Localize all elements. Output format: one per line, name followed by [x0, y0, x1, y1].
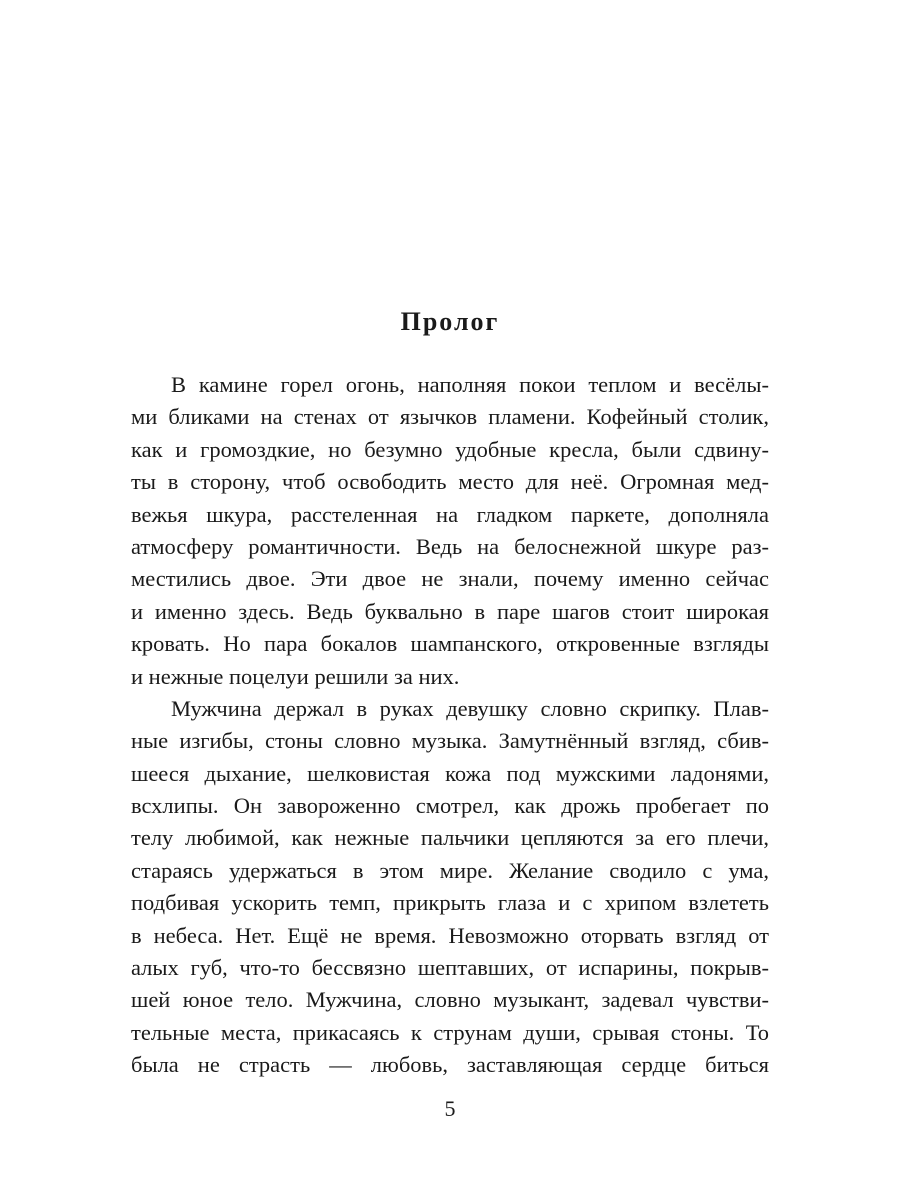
text-line: вежья шкура, расстеленная на гладком паркете, дополняла: [131, 501, 769, 527]
text-line: В камине горел огонь, наполняя покои теплом и весёлы-: [171, 372, 769, 397]
page-number: 5: [444, 1096, 456, 1121]
text-line: шей юное тело. Мужчина, словно музыкант, задевал чувстви-: [131, 987, 769, 1013]
text-line: местились двое. Эти двое не знали, почему именно сейчас: [131, 566, 769, 592]
text-line: в небеса. Нет. Ещё не время. Невозможно оторвать взгляд от: [131, 922, 769, 948]
text-line: стараясь удержаться в этом мире. Желание сводило с ума,: [131, 857, 769, 883]
text-line: и именно здесь. Ведь буквально в паре шагов стоит широкая: [131, 598, 769, 624]
chapter-title: Пролог: [400, 307, 500, 336]
text-line: Мужчина держал в руках девушку словно скрипку. Плав-: [171, 695, 769, 721]
text-line: ми бликами на стенах от язычков пламени. Кофейный столик,: [131, 404, 769, 430]
text-line: алых губ, что-то бессвязно шептавших, от испарины, покрыв-: [131, 955, 769, 981]
text-line: атмосферу романтичности. Ведь на белоснежной шкуре раз-: [131, 533, 769, 559]
text-line: кровать. Но пара бокалов шампанского, откровенные взгляды: [131, 631, 769, 657]
body-text: [131, 369, 769, 1082]
text-line: шееся дыхание, шелковистая кожа под мужскими ладонями,: [131, 760, 769, 786]
text-line: как и громоздкие, но безумно удобные кресла, были сдвину-: [131, 436, 769, 462]
text-line: была не страсть — любовь, заставляющая сердце биться: [131, 1052, 769, 1078]
text-line: подбивая ускорить темп, прикрыть глаза и с хрипом взлететь: [131, 890, 769, 916]
text-line: всхлипы. Он завороженно смотрел, как дрожь пробегает по: [131, 793, 769, 819]
text-line: и нежные поцелуи решили за них.: [131, 663, 460, 689]
text-line: тельные места, прикасаясь к струнам души, срывая стоны. То: [131, 1019, 769, 1045]
text-line: телу любимой, как нежные пальчики цепляются за его плечи,: [131, 825, 769, 851]
text-line: ные изгибы, стоны словно музыка. Замутнённый взгляд, сбив-: [131, 728, 769, 754]
text-line: ты в сторону, чтоб освободить место для неё. Огромная мед-: [131, 469, 769, 495]
